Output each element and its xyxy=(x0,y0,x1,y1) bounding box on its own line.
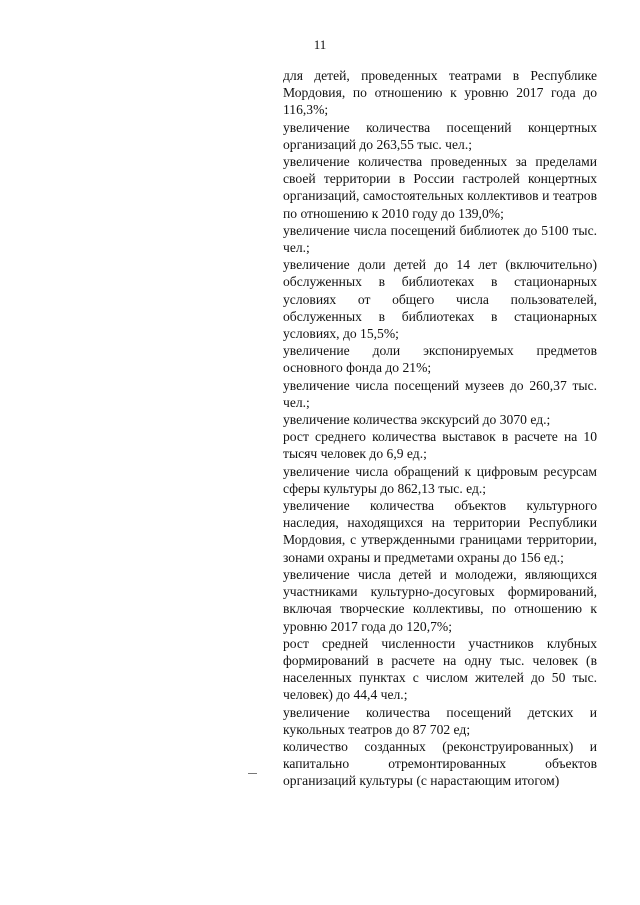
paragraph: увеличение количества посещений концертных организаций до 263,55 тыс. чел.; xyxy=(283,119,597,152)
paragraph: увеличение количества экскурсий до 3070 ед.; xyxy=(283,412,551,428)
paragraph: увеличение числа посещений музеев до 260,37 тыс. чел.; xyxy=(283,377,597,410)
paragraph: увеличение доли экспонируемых предметов основного фонда до 21%; xyxy=(283,343,597,376)
paragraph: рост средней численности участников клубных формирований в расчете на одну тыс. человек (в населенных пунктах с числом жителей до 50 тыс. человек) до 44,4 чел.; xyxy=(283,635,597,703)
scan-margin-mark xyxy=(248,773,257,774)
page-number: 11 xyxy=(313,37,327,52)
paragraph: увеличение количества посещений детских и кукольных театров до 87 702 ед; xyxy=(283,704,597,737)
document-body xyxy=(283,67,597,790)
paragraph: для детей, проведенных театрами в Республике Мордовия, по отношению к уровню 2017 года до 116,3%; xyxy=(283,68,597,118)
paragraph: рост среднего количества выставок в расчете на 10 тысяч человек до 6,9 ед.; xyxy=(283,429,597,462)
paragraph: увеличение числа детей и молодежи, являющихся участниками культурно-досуговых формирований, включая творческие коллективы, по отношению к уровню 2017 года до 120,7%; xyxy=(283,566,597,634)
paragraph: увеличение количества проведенных за пределами своей территории в России гастролей концертных организаций, самостоятельных коллективов и театров по отношению к 2010 году до 139,0%; xyxy=(283,154,597,221)
paragraph: увеличение числа обращений к цифровым ресурсам сферы культуры до 862,13 тыс. ед.; xyxy=(283,463,597,496)
paragraph: увеличение количества объектов культурного наследия, находящихся на территории Республики Мордовия, с утвержденными границами территории, зонами охраны и предметами охраны до 156 ед.; xyxy=(283,498,597,565)
paragraph: увеличение числа посещений библиотек до 5100 тыс. чел.; xyxy=(283,222,597,256)
paragraph: количество созданных (реконструированных) и капитально отремонтированных объектов организаций культуры (с нарастающим итогом) xyxy=(283,738,597,789)
paragraph: увеличение доли детей до 14 лет (включительно) обслуженных в библиотеках в стационарных условиях от общего числа пользователей, обслуженных в библиотеках в стационарных условиях, до 15,5%; xyxy=(283,257,597,342)
